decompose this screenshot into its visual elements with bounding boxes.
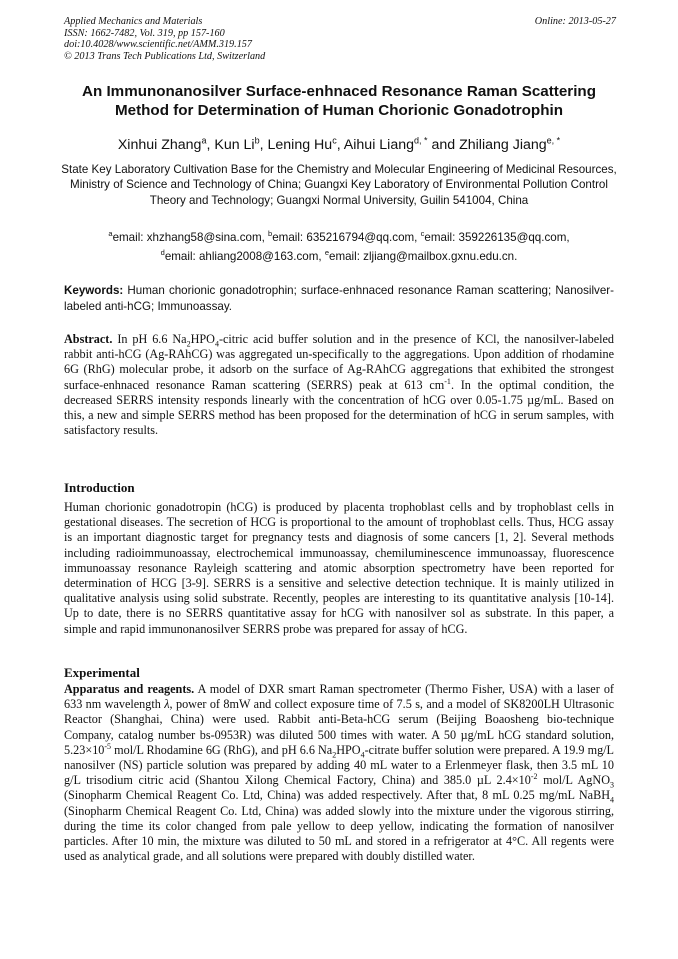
email-b: email: 635216794@qq.com,: [272, 231, 421, 244]
superscript: -2: [530, 772, 538, 782]
author-affil-mark: c: [332, 135, 337, 146]
superscript: -5: [104, 741, 112, 751]
abstract: [64, 332, 614, 438]
journal-name: Applied Mechanics and Materials: [64, 16, 203, 27]
email-a: email: xhzhang58@sina.com,: [112, 231, 269, 244]
introduction-body: Human chorionic gonadotropin (hCG) is produced by placenta trophoblast cells and by trophoblast cells in gestational diseases. The secretion of HCG is proportional to the amount of trophoblast cells. Thus, HCG assay is an important diagnostic target for pregnancy tests and diagnosis of some cancers [1, 2]. Several methods including radioimmunoassay, electrochemical immunoassay, chemiluminescence immunoassay, fluorescence immunoassay resonance Rayleigh scattering and atomic absorption spectrometry have been reported for determination of HCG [3-9]. SERRS is a sensitive and selective detection technique. It is mainly utilized in qualitative analysis using solid substrate. Recently, peoples are interesting to its quantitative analysis [10-14]. Up to date, there is no SERRS quantitative assay for hCG with nanosilver sol as substrate. In this paper, a simple and rapid immunonanosilver SERRS probe was prepared for assay of hCG.: [64, 500, 614, 636]
subscript: 2: [332, 750, 337, 760]
superscript: -1: [444, 376, 451, 386]
keywords-text: Human chorionic gonadotrophin; surface-enhnaced resonance Raman scattering; Nanosilver-labeled anti-hCG; Immunoassay.: [64, 284, 614, 313]
abstract-text: HPO: [190, 332, 215, 346]
author-separator: ,: [336, 137, 344, 153]
email-mark: c: [420, 229, 425, 239]
experimental-text: (Sinopharm Chemical Reagent Co. Ltd, China) was added slowly into the mixture under the vigorous stirring, during the time its color changed from pale yellow to deep yellow, indicating the formation of nanosilver particles. After 10 min, the mixture was diluted to 50 mL and stored in a refrigerator at 4°C. All regents were used as analytical grade, and all solutions were prepared with doubly distilled water.: [64, 803, 614, 864]
author-name: Kun Li: [214, 137, 255, 153]
apparatus-label: Apparatus and reagents.: [64, 682, 195, 696]
experimental-body: [64, 682, 614, 864]
email-line-1: [40, 230, 638, 245]
email-e: email: zljiang@mailbox.gxnu.edu.cn.: [329, 250, 518, 263]
experimental-text: mol/L Rhodamine 6G (RhG), and pH 6.6 Na: [111, 742, 333, 757]
issn-line: ISSN: 1662-7482, Vol. 319, pp 157-160: [64, 27, 225, 39]
experimental-heading: Experimental: [64, 665, 140, 680]
journal-header: [64, 16, 616, 62]
experimental-text: HPO: [336, 742, 361, 757]
author-affil-mark: a: [201, 135, 207, 146]
author-affil-mark: b: [254, 135, 260, 146]
experimental-text: -citrate buffer solution were prepared. A 19.9 mg/L nanosilver (NS) particle solution was prepared by adding 40 mL water to a Erlenmeyer flask, then 3.5 mL 10 g/L trisodium citric acid (Shantou Xilong Chemical Factory, China) and 385.0 µL 2.4×10: [64, 742, 615, 788]
email-mark: a: [108, 229, 113, 239]
abstract-text: . In the optimal condition, the decreased SERRS intensity responds linearly with the concentration of hCG over 0.05-1.75 µg/mL. Based on this, a new and simple SERRS method has been proposed for the determination of hCG in serum samples, with satisfactory results.: [64, 377, 615, 438]
keywords-label: Keywords:: [64, 284, 124, 297]
subscript: 4: [610, 795, 614, 805]
author-list: [40, 136, 638, 154]
abstract-text: -citric acid buffer solution and in the presence of KCl, the nanosilver-labeled rabbit anti-hCG (Ag-RAhCG) was aggregated un-specifically to the aggregations. Upon addition of rhodamine 6G (RhG) molecular probe, it adsorb on the surface of Ag-RAhCG aggregations that exhibited the strongest surface-enhnaced resonance Raman scattering (SERRS) peak at 613 cm: [64, 332, 614, 392]
author-separator: ,: [206, 137, 215, 153]
lambda-symbol: λ: [164, 697, 170, 712]
email-d: email: ahliang2008@163.com,: [164, 250, 325, 263]
title-line-1: An Immunonanosilver Surface-enhnaced Resonance Raman Scattering: [82, 83, 596, 100]
email-mark: d: [160, 248, 165, 258]
subscript: 2: [186, 339, 191, 349]
abstract-label: Abstract.: [64, 332, 113, 346]
experimental-text: , power of 8mW and collect exposure time of 7.5 s, and a model of SK8200LH Ultrasonic Reactor (Shanghai, China) were used. Rabbit anti-Beta-hCG serum (Beijing Boaosheng bio-technique Company, catalog number bs-0953R) was diluted 500 times with water. A 50 µg/mL hCG standard solution, 5.23×10: [64, 697, 614, 757]
author-separator: ,: [259, 137, 268, 153]
author-name: Xinhui Zhang: [117, 137, 202, 153]
email-mark: e: [324, 248, 329, 258]
copyright-line: © 2013 Trans Tech Publications Ltd, Switzerland: [64, 50, 266, 62]
abstract-text: In pH 6.6 Na: [112, 332, 187, 346]
author-name: Zhiliang Jiang: [459, 137, 547, 153]
author-affil-mark: d, *: [414, 135, 428, 146]
author-name: Lening Hu: [267, 137, 333, 153]
email-line-2: [40, 249, 638, 264]
email-mark: b: [268, 229, 273, 239]
introduction-heading: Introduction: [64, 480, 135, 495]
affiliation: State Key Laboratory Cultivation Base for the Chemistry and Molecular Engineering of Medicinal Resources, Ministry of Science and Technology of China; Guangxi Key Laboratory of Environmental Pollution Control Theory and Technology; Guangxi Normal University, Guilin 541004, China: [61, 163, 617, 207]
author-name: Aihui Liang: [343, 137, 415, 153]
online-date: Online: 2013-05-27: [534, 16, 616, 27]
email-c: email: 359226135@qq.com,: [424, 231, 570, 244]
keywords: [64, 283, 614, 314]
experimental-text: mol/L AgNO: [537, 773, 610, 788]
experimental-text: A model of DXR smart Raman spectrometer (Thermo Fisher, USA) with a laser of 633 nm wavelength: [64, 682, 614, 712]
subscript: 3: [610, 780, 614, 790]
author-affil-mark: e, *: [546, 135, 561, 146]
experimental-text: (Sinopharm Chemical Reagent Co. Ltd, China) was added respectively. After that, 8 mL 0.25 mg/mL NaBH: [64, 788, 610, 803]
doi-line: doi:10.4028/www.scientific.net/AMM.319.157: [64, 39, 252, 51]
title-line-2: Method for Determination of Human Chorionic Gonadotrophin: [114, 102, 563, 119]
subscript: 4: [214, 339, 219, 349]
paper-title: [40, 82, 638, 120]
subscript: 4: [360, 750, 365, 760]
author-separator: and: [427, 137, 460, 153]
